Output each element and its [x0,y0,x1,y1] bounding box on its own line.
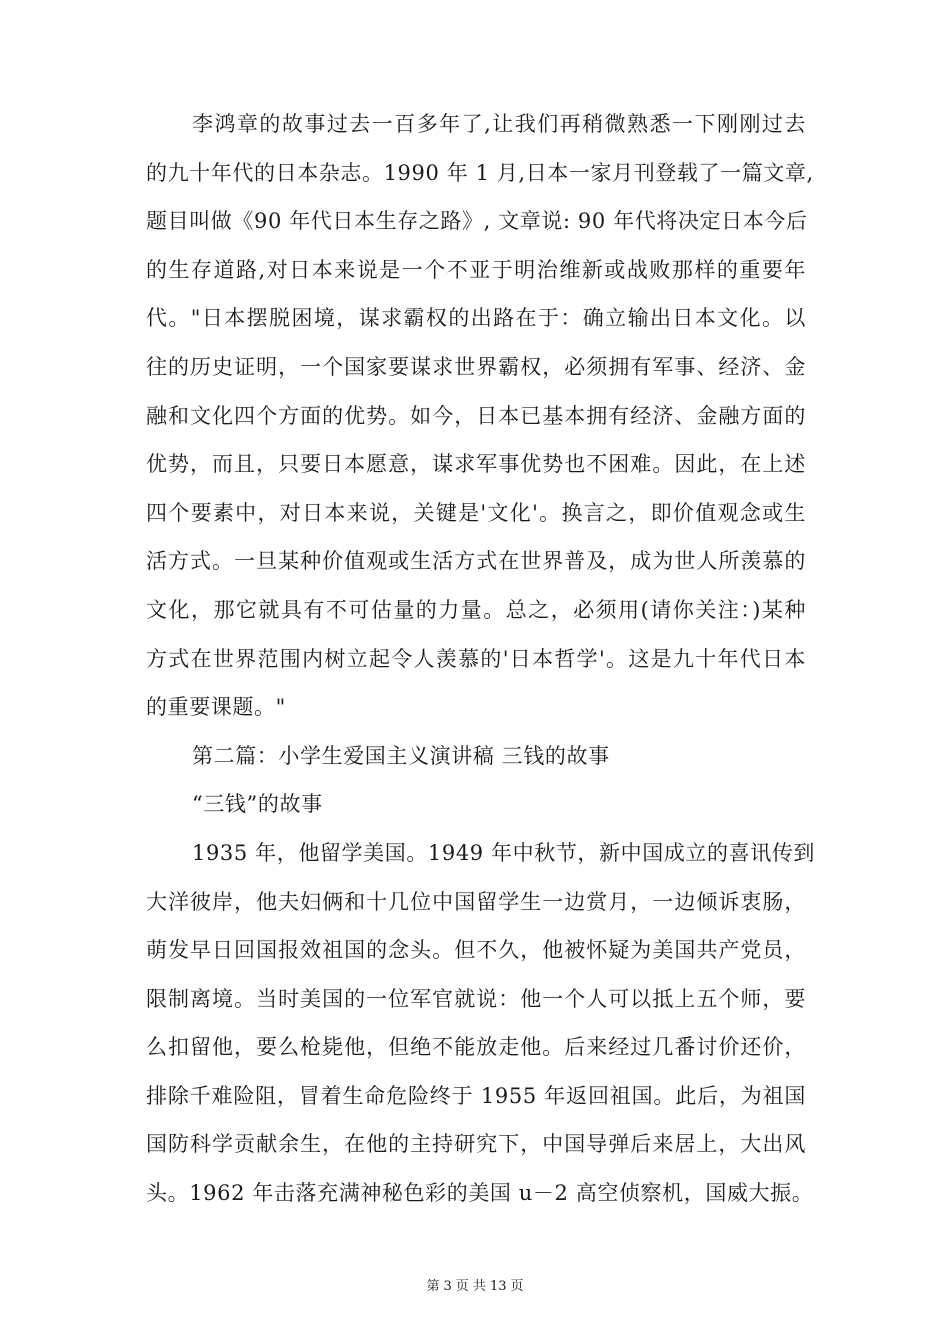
text-line: 的生存道路,对日本来说是一个不亚于明治维新或战败那样的重要年 [146,257,806,282]
page-footer [0,1275,950,1294]
text-line: 代。"日本摆脱困境，谋求霸权的出路在于：确立输出日本文化。以 [146,306,806,331]
footer-suffix: 页 [510,1279,524,1294]
text-line: 往的历史证明，一个国家要谋求世界霸权，必须拥有军事、经济、金 [146,354,806,379]
section-title: 第二篇：小学生爱国主义演讲稿 三钱的故事 [192,743,610,768]
text-line: 1935 年，他留学美国。1949 年中秋节，新中国成立的喜讯传到 [192,840,816,865]
footer-prefix: 第 [426,1279,440,1294]
document-body [146,100,816,1218]
page-number: 3 [443,1279,452,1294]
text-line: 题目叫做《90 年代日本生存之路》, 文章说: 90 年代将决定日本今后 [146,209,808,234]
text-line: 四个要素中，对日本来说，关键是'文化'。换言之，即价值观念或生 [146,500,806,525]
text-line: 的九十年代的日本杂志。1990 年 1 月,日本一家月刊登载了一篇文章, [146,160,814,185]
text-line: 国防科学贡献余生，在他的主持研究下，中国导弹后来居上，大出风 [146,1132,806,1157]
story-title: “三钱”的故事 [192,792,323,817]
text-line: 文化，那它就具有不可估量的力量。总之，必须用(请你关注：)某种 [146,597,806,622]
text-line: 萌发早日回国报效祖国的念头。但不久，他被怀疑为美国共产党员， [146,938,806,963]
text-line: 限制离境。当时美国的一位军官就说：他一个人可以抵上五个师，要 [146,986,806,1011]
text-line: 么扣留他，要么枪毙他，但绝不能放走他。后来经过几番讨价还价， [146,1035,806,1060]
text-line: 方式在世界范围内树立起令人羡慕的'日本哲学'。这是九十年代日本 [146,646,806,671]
text-line: 的重要课题。" [146,695,286,720]
text-line: 头。1962 年击落充满神秘色彩的美国 u－2 高空侦察机，国威大振。 [146,1181,814,1206]
text-line: 活方式。一旦某种价值观或生活方式在世界普及，成为世人所羡慕的 [146,549,806,574]
section-heading [146,732,806,781]
paragraph-li-hongzhang [146,100,814,732]
story-heading [146,780,806,829]
text-line: 大洋彼岸，他夫妇俩和十几位中国留学生一边赏月，一边倾诉衷肠， [146,889,806,914]
text-line: 优势，而且，只要日本愿意，谋求军事优势也不困难。因此，在上述 [146,452,806,477]
text-line: 李鸿章的故事过去一百多年了,让我们再稍微熟悉一下刚刚过去 [192,112,806,136]
page-total: 13 [489,1279,507,1294]
text-line: 排除千难险阻，冒着生命危险终于 1955 年返回祖国。此后，为祖国 [146,1083,806,1108]
paragraph-story [146,829,816,1218]
text-line: 融和文化四个方面的优势。如今，日本已基本拥有经济、金融方面的 [146,403,806,428]
footer-mid: 页 共 [455,1279,486,1294]
